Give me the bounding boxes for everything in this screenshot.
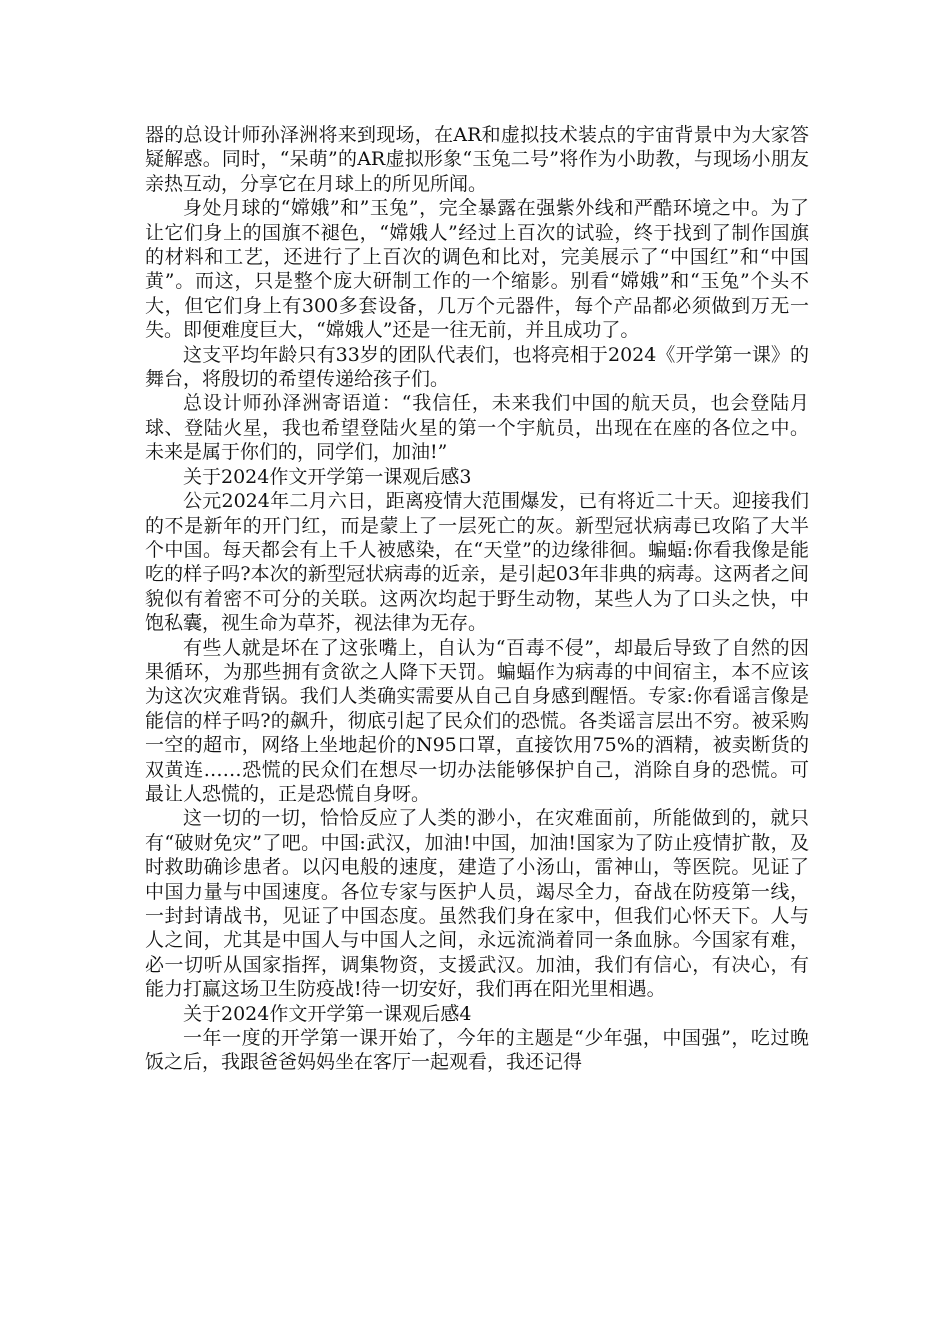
paragraph-china-fight: 这一切的一切，恰恰反应了人类的渺小，在灾难面前，所能做到的，就只有“破财免灾”了吧。中国:武汉，加油!中国，加油!国家为了防止疫情扩散，及时救助确诊患者。以闪电般的速度，建造了小汤山，雷神山，等医院。见证了中国力量与中国速度。各位专家与医护人员，竭尽全力，奋战在防疫第一线，一封封请战书，见证了中国态度。虽然我们身在家中，但我们心怀天下。人与人之间，尤其是中国人与中国人之间，永远流淌着同一条血脉。今国家有难，必一切听从国家指挥，调集物资，支援武汉。加油，我们有信心，有决心，有能力打赢这场卫生防疫战!待一切安好，我们再在阳光里相遇。 — [145, 807, 809, 1001]
paragraph-message: 总设计师孙泽洲寄语道：“我信任，未来我们中国的航天员，也会登陆月球、登陆火星，我也希望登陆火星的第一个宇航员，出现在在座的各位之中。未来是属于你们的，同学们，加油!” — [145, 392, 809, 464]
section-heading-4: 关于2024作文开学第一课观后感4 — [183, 1002, 472, 1025]
document-page — [145, 123, 809, 1075]
paragraph-rumors: 有些人就是坏在了这张嘴上，自认为“百毒不侵”，却最后导致了自然的因果循环，为那些拥有贪欲之人降下天罚。蝙蝠作为病毒的中间宿主，本不应该为这次灾难背锅。我们人类确实需要从自己自身感到醒悟。专家:你看谣言像是能信的样子吗?的飙升，彻底引起了民众们的恐慌。各类谣言层出不穷。被采购一空的超市，网络上坐地起价的N95口罩，直接饮用75%的酒精，被卖断货的双黄连……恐慌的民众们在想尽一切办法能够保护自己，消除自身的恐慌。可最让人恐慌的，正是恐慌自身呀。 — [145, 636, 809, 805]
paragraph-first-lesson: 一年一度的开学第一课开始了，今年的主题是“少年强，中国强”，吃过晚饭之后，我跟爸爸妈妈坐在客厅一起观看，我还记得 — [145, 1027, 809, 1074]
paragraph-epidemic: 公元2024年二月六日，距离疫情大范围爆发，已有将近二十天。迎接我们的不是新年的开门红，而是蒙上了一层死亡的灰。新型冠状病毒已攻陷了大半个中国。每天都会有上千人被感染，在“天堂”的边缘徘徊。蝙蝠:你看我像是能吃的样子吗?本次的新型冠状病毒的近亲，是引起03年非典的病毒。这两者之间貌似有着密不可分的关联。这两次均起于野生动物，某些人为了口头之快，中饱私囊，视生命为草芥，视法律为无存。 — [145, 490, 809, 635]
paragraph-team: 这支平均年龄只有33岁的团队代表们，也将亮相于2024《开学第一课》的舞台，将殷切的希望传递给孩子们。 — [145, 343, 809, 391]
paragraph-flag-colors: 身处月球的“嫦娥”和”玉兔”，完全暴露在强紫外线和严酷环境之中。为了让它们身上的国旗不褪色，“嫦娥人”经过上百次的试验，终于找到了制作国旗的材料和工艺，还进行了上百次的调色和比对，完美展示了“中国红”和“中国黄”。而这，只是整个庞大研制工作的一个缩影。别看“嫦娥”和“玉兔”个头不大，但它们身上有300多套设备，几万个元器件，每个产品都必须做到万无一失。即便难度巨大，“嫦娥人”还是一往无前，并且成功了。 — [145, 197, 809, 342]
paragraph-continuation: 器的总设计师孙泽洲将来到现场，在AR和虚拟技术装点的宇宙背景中为大家答疑解惑。同时，“呆萌”的AR虚拟形象“玉兔二号”将作为小助教，与现场小朋友亲热互动，分享它在月球上的所见所闻。 — [145, 124, 809, 195]
section-heading-3: 关于2024作文开学第一课观后感3 — [183, 465, 472, 488]
